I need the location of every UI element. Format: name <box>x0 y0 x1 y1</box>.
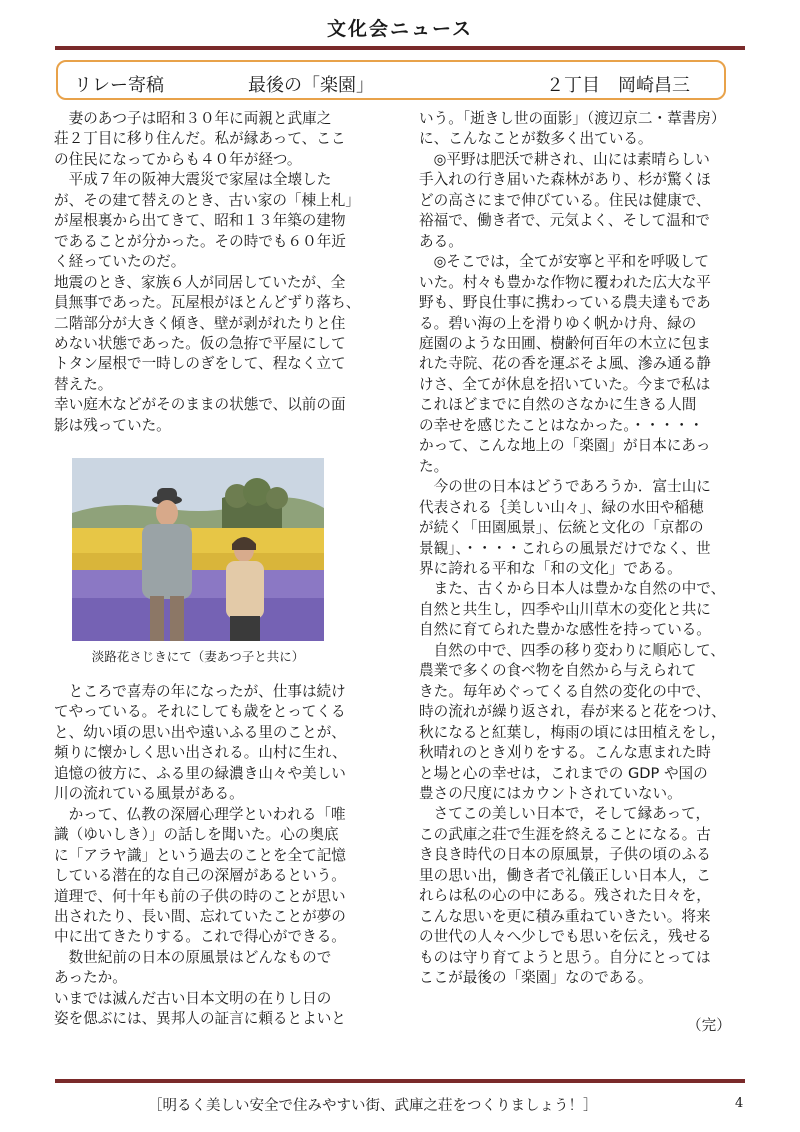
body-line: れた寺院、花の香を運ぶそよ風、滲み通る静 <box>419 355 711 373</box>
article-kind: リレー寄稿 <box>74 75 164 96</box>
body-line: 景観」、・・・・これらの風景だけでなく、世 <box>419 539 711 557</box>
body-line: また、古くから日本人は豊かな自然の中で、 <box>419 580 726 598</box>
body-line: と、幼い頃の思い出や遠いふる里のことが、 <box>54 723 346 741</box>
body-line: かって、こんな地上の「楽園」が日本にあっ <box>419 437 711 455</box>
body-line: が、その建て替えのとき、古い家の「棟上札」 <box>54 191 360 209</box>
body-line: 今の世の日本はどうであろうか．富士山に <box>419 478 711 496</box>
newsletter-title: 文化会ニュース <box>326 18 474 40</box>
left-column-bottom <box>54 682 394 1030</box>
body-line: している潜在的な自己の深層があるという。 <box>54 867 346 885</box>
body-line: 数世紀前の日本の原風景はどんなもので <box>54 948 332 966</box>
right-column <box>419 109 759 988</box>
end-mark: （完） <box>687 1017 731 1034</box>
body-line: めない状態であった。仮の急拵で平屋にして <box>54 334 346 352</box>
body-line: れらは私の心の中にある。残された日々を， <box>419 887 711 905</box>
body-line: きた。毎年めぐってくる自然の変化の中で、 <box>419 682 711 700</box>
body-line: に「アラヤ識」という過去のことを全て記憶 <box>54 846 346 864</box>
body-line: ◎平野は肥沃で耕され、山には素晴らしい <box>419 150 710 168</box>
body-line: これほどまでに自然のさなかに生きる人間 <box>419 396 697 414</box>
body-line: に、こんなことが数多く出ている。 <box>419 130 653 148</box>
body-line: 自然に育てられた豊かな感性を持っている。 <box>419 621 711 639</box>
body-line: 手入れの行き届いた森林があり、杉が驚くほ <box>419 171 711 189</box>
article-title: 最後の「楽園」 <box>248 75 374 96</box>
article-author: ２丁目 岡崎昌三 <box>546 75 690 96</box>
body-line: 時の流れが繰り返され，春が来ると花をつけ、 <box>419 703 726 721</box>
left-column-top <box>54 109 394 436</box>
body-line: く経っていたのだ。 <box>54 253 186 271</box>
body-line: 代表される｛美しい山々」、緑の水田や稲穂 <box>419 498 704 516</box>
body-line: 荘２丁目に移り住んだ。私が縁あって、ここ <box>54 130 346 148</box>
body-line: と場と心の幸せは，これまでの GDP や国の <box>419 764 708 782</box>
body-line: さてこの美しい日本で，そして縁あって， <box>419 805 711 823</box>
body-line: いう。「逝きし世の面影」（渡辺京二・葦書房） <box>419 110 726 127</box>
body-line: た。 <box>419 457 449 475</box>
body-line: ある。 <box>419 232 463 250</box>
body-line: あったか。 <box>54 969 127 987</box>
body-line: いまでは滅んだ古い日本文明の在りし日の <box>54 989 332 1007</box>
footer-divider <box>55 1079 745 1083</box>
flower-field-photo <box>72 458 324 641</box>
body-line: 自然と共生し，四季や山川草木の変化と共に <box>419 600 711 618</box>
couple-photo <box>72 458 324 641</box>
body-line: 道理で、何十年も前の子供の時のことが思い <box>54 887 346 905</box>
body-line: の幸せを感じたことはなかった。・・・・・ <box>419 416 704 434</box>
header-divider <box>55 46 745 50</box>
body-line: 自然の中で、四季の移り変わりに順応して、 <box>419 641 725 659</box>
body-line: けさ、全てが休息を招いていた。今まで私は <box>419 375 711 393</box>
body-line: こんな思いを更に積み重ねていきたい。将来 <box>419 907 711 925</box>
body-line: この武庫之荘で生涯を終えることになる。古 <box>419 825 711 843</box>
body-line: かって、仏教の深層心理学といわれる「唯 <box>54 805 346 823</box>
body-line: 識（ゆいしき）」の話しを聞いた。心の奥底 <box>54 826 339 844</box>
body-line: 追憶の彼方に、ふる里の緑濃き山々や美しい <box>54 764 346 782</box>
body-line: き良き時代の日本の原風景，子供の頃のふる <box>419 846 711 864</box>
photo-caption: 淡路花さじきにて（妻あつ子と共に） <box>91 649 305 664</box>
body-line: いた。村々も豊かな作物に覆われた広大な平 <box>419 273 711 291</box>
body-line: 影は残っていた。 <box>54 416 171 434</box>
body-line: であることが分かった。その時でも６０年近 <box>54 232 346 250</box>
body-line: 里の思い出，働き者で礼儀正しい日本人，こ <box>419 866 711 884</box>
body-line: 秋になると紅葉し，梅雨の頃には田植えをし， <box>419 723 726 741</box>
body-line: 妻のあつ子は昭和３０年に両親と武庫之 <box>54 110 332 127</box>
body-line: てやっている。それにしても歳をとってくる <box>54 703 346 721</box>
body-line: 秋晴れのとき刈りをする。こんな恵まれた時 <box>419 744 711 762</box>
body-line: ここが最後の「楽園」なのである。 <box>419 969 653 987</box>
body-line: 姿を偲ぶには、異邦人の証言に頼るとよいと <box>54 1010 346 1028</box>
body-line: 替えた。 <box>54 375 113 393</box>
body-line: 農業で多くの食べ物を自然から与えられて <box>419 662 697 680</box>
body-line: の世代の人々へ少しでも思いを伝え，残せる <box>419 928 712 946</box>
body-line: が続く「田園風景」、伝統と文化の「京都の <box>419 519 704 537</box>
body-line: 庭園のような田圃、樹齢何百年の木立に包ま <box>419 334 711 352</box>
body-line: ◎そこでは，全てが安寧と平和を呼吸して <box>419 253 710 271</box>
page-number: 4 <box>735 1096 744 1111</box>
body-line: 幸い庭木などがそのままの状態で、以前の面 <box>54 396 346 414</box>
body-line: 出されたり、長い間、忘れていたことが夢の <box>54 907 346 925</box>
body-line: 川の流れている風景がある。 <box>54 785 244 803</box>
body-line: 平成７年の阪神大震災で家屋は全壊した <box>54 171 332 189</box>
body-line: どの高さにまで伸びている。住民は健康で、 <box>419 191 711 209</box>
body-line: 員無事であった。瓦屋根がほとんどずり落ち、 <box>54 294 361 312</box>
body-line: 二階部分が大きく傾き、壁が剥がれたりと住 <box>54 314 346 332</box>
footer-slogan: ［明るく美しい安全で住みやすい街、武庫之荘をつくりましょう！］ <box>148 1098 598 1114</box>
body-line: 界に誇れる平和な「和の文化」である。 <box>419 559 682 577</box>
body-line: 頻りに懐かしく思い出される。山村に生れ、 <box>54 744 347 762</box>
article-title-box <box>56 60 726 100</box>
body-line: ものは守り育てようと思う。自分にとっては <box>419 948 711 966</box>
body-line: る。碧い海の上を滑りゆく帆かけ舟、緑の <box>419 314 697 332</box>
body-line: ところで喜寿の年になったが、仕事は続け <box>54 683 346 700</box>
body-line: の住民になってからも４０年が経つ。 <box>54 150 302 168</box>
body-line: トタン屋根で一時しのぎをして、程なく立て <box>54 355 346 373</box>
body-line: 野も、野良仕事に携わっている農夫達もであ <box>419 294 711 312</box>
body-line: が屋根裏から出てきて、昭和１３年築の建物 <box>54 212 346 230</box>
body-line: 地震のとき、家族６人が同居していたが、全 <box>54 273 346 291</box>
body-line: 豊さの尺度にはカウントされていない。 <box>419 784 682 802</box>
body-line: 裕福で、働き者で、元気よく、そして温和で <box>419 212 711 230</box>
body-line: 中に出てきたりする。これで得心ができる。 <box>54 928 346 946</box>
